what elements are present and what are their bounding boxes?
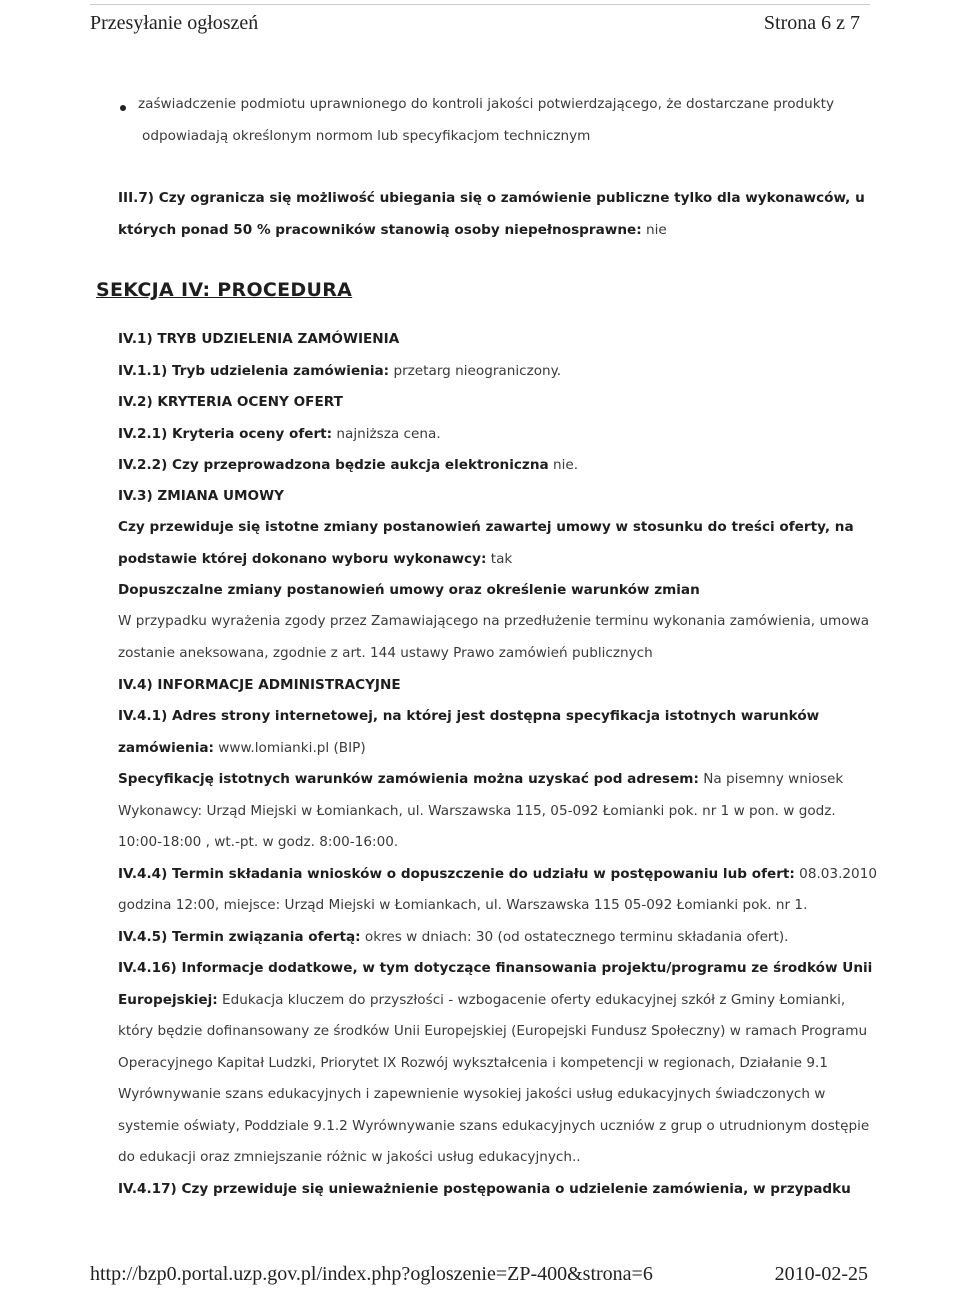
- iv416-line7: do edukacji oraz zmniejszanie różnic w jakości usług edukacyjnych..: [118, 1149, 581, 1165]
- iv3-title: IV.3) ZMIANA UMOWY: [118, 488, 284, 504]
- section-title: SEKCJA IV: PROCEDURA: [96, 279, 353, 301]
- bullet-dot-icon: [120, 105, 126, 111]
- footer-date: 2010-02-25: [774, 1263, 868, 1285]
- iv2-title: IV.2) KRYTERIA OCENY OFERT: [118, 394, 343, 410]
- bullet-item-cont: odpowiadają określonym normom lub specyfikacjom technicznym: [142, 128, 591, 144]
- iii7-question: III.7) Czy ogranicza się możliwość ubiegania się o zamówienie publiczne tylko dla wykonawców, u: [118, 190, 865, 206]
- iv416-line5: Wyrównywanie szans edukacyjnych i zapewnienie wysokiej jakości usług edukacyjnych świadczonych w: [118, 1086, 826, 1102]
- iv3-allowed-changes: Dopuszczalne zmiany postanowień umowy oraz określenie warunków zmian: [118, 582, 700, 598]
- header-rule: [90, 4, 870, 5]
- iv11-line: IV.1.1) Tryb udzielenia zamówienia: przetarg nieograniczony.: [118, 363, 562, 379]
- iv416-line3: który będzie dofinansowany ze środków Unii Europejskiej (Europejski Fundusz Społeczny) w ramach Programu: [118, 1023, 868, 1039]
- iv416-line4: Operacyjnego Kapitał Ludzki, Priorytet IX Rozwój wykształcenia i kompetencji w regionach, Działanie 9.1: [118, 1055, 828, 1071]
- iv3-question: Czy przewiduje się istotne zmiany postanowień zawartej umowy w stosunku do treści oferty, na: [118, 519, 854, 535]
- iv3-answer-line: podstawie której dokonano wyboru wykonawcy: tak: [118, 551, 513, 567]
- iv45-line: IV.4.5) Termin związania ofertą: okres w dniach: 30 (od ostatecznego terminu składania ofert).: [118, 929, 789, 945]
- spec-line3: 10:00-18:00 , wt.-pt. w godz. 8:00-16:00.: [118, 834, 399, 850]
- iv44-line1: IV.4.4) Termin składania wniosków o dopuszczenie do udziału w postępowaniu lub ofert: 08.03.2010: [118, 866, 877, 882]
- iv21-line: IV.2.1) Kryteria oceny ofert: najniższa cena.: [118, 426, 441, 442]
- bullet-item: zaświadczenie podmiotu uprawnionego do kontroli jakości potwierdzającego, że dostarczane produkty: [126, 96, 834, 112]
- iii7-answer-line: których ponad 50 % pracowników stanowią osoby niepełnosprawne: nie: [118, 222, 667, 238]
- footer-url: http://bzp0.portal.uzp.gov.pl/index.php?ogloszenie=ZP-400&strona=6: [90, 1263, 653, 1285]
- iv1-title: IV.1) TRYB UDZIELENIA ZAMÓWIENIA: [118, 331, 400, 347]
- spec-line2: Wykonawcy: Urząd Miejski w Łomiankach, ul. Warszawska 115, 05-092 Łomianki pok. nr 1 w pon. w godz.: [118, 803, 836, 819]
- iv3-text-line1: W przypadku wyrażenia zgody przez Zamawiającego na przedłużenie terminu wykonania zamówienia, umowa: [118, 613, 870, 629]
- spec-line1: Specyfikację istotnych warunków zamówienia można uzyskać pod adresem: Na pisemny wniosek: [118, 771, 844, 787]
- iv41-line1: IV.4.1) Adres strony internetowej, na której jest dostępna specyfikacja istotnych warunków: [118, 708, 820, 724]
- iv417-line1: IV.4.17) Czy przewiduje się unieważnienie postępowania o udzielenie zamówienia, w przypadku: [118, 1181, 851, 1197]
- iv3-text-line2: zostanie aneksowana, zgodnie z art. 144 ustawy Prawo zamówień publicznych: [118, 645, 653, 661]
- iv44-line2: godzina 12:00, miejsce: Urząd Miejski w Łomiankach, ul. Warszawska 115 05-092 Łomianki pok. nr 1.: [118, 897, 808, 913]
- iv416-line1: IV.4.16) Informacje dodatkowe, w tym dotyczące finansowania projektu/programu ze środków Unii: [118, 960, 873, 976]
- iv41-line2: zamówienia: www.lomianki.pl (BIP): [118, 740, 366, 756]
- iv22-line: IV.2.2) Czy przeprowadzona będzie aukcja elektroniczna nie.: [118, 457, 579, 473]
- page-number: Strona 6 z 7: [763, 12, 860, 34]
- header-title: Przesyłanie ogłoszeń: [90, 12, 259, 34]
- iv416-line2: Europejskiej: Edukacja kluczem do przyszłości - wzbogacenie oferty edukacyjnej szkół z Gminy Łomianki,: [118, 992, 846, 1008]
- iv4-title: IV.4) INFORMACJE ADMINISTRACYJNE: [118, 677, 401, 693]
- iv416-line6: systemie oświaty, Poddziale 9.1.2 Wyrównywanie szans edukacyjnych uczniów z grup o utrudnionym dostępie: [118, 1118, 870, 1134]
